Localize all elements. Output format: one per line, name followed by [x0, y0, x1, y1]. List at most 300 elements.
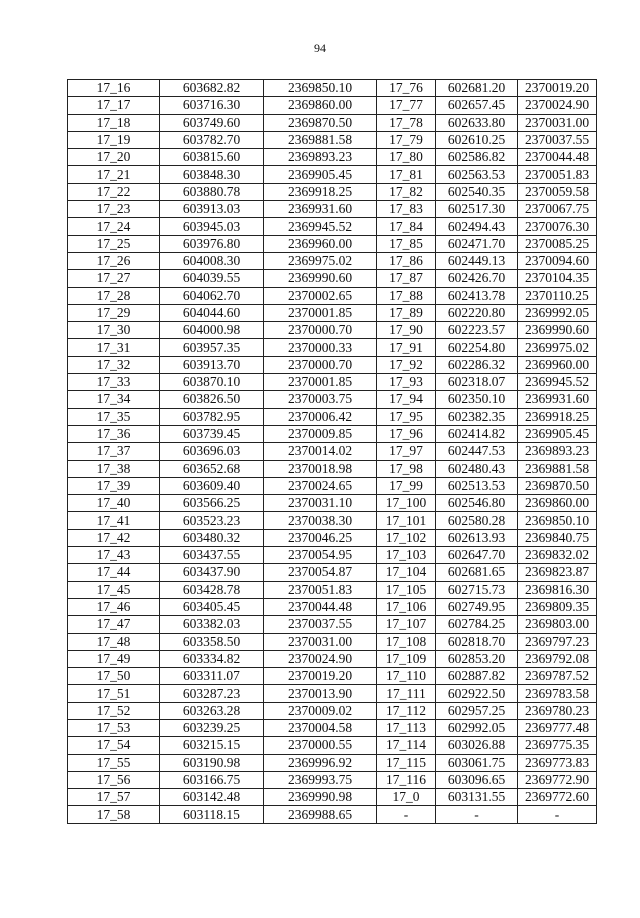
table-row [68, 737, 597, 754]
y-coordinate-cell: 2370037.55 [518, 131, 597, 148]
y-coordinate-cell: 2370067.75 [518, 201, 597, 218]
y-coordinate-cell: 2370013.90 [264, 685, 377, 702]
point-id-cell: 17_97 [377, 443, 436, 460]
y-coordinate-cell: 2370018.98 [264, 460, 377, 477]
x-coordinate-cell: 603190.98 [160, 754, 264, 771]
y-coordinate-cell: 2370009.02 [264, 702, 377, 719]
x-coordinate-cell: 603215.15 [160, 737, 264, 754]
x-coordinate-cell: 602413.78 [436, 287, 518, 304]
table-row [68, 754, 597, 771]
x-coordinate-cell: 602715.73 [436, 581, 518, 598]
point-id-cell: 17_80 [377, 149, 436, 166]
y-coordinate-cell: 2369990.98 [264, 789, 377, 806]
x-coordinate-cell: 603566.25 [160, 495, 264, 512]
x-coordinate-cell: 603957.35 [160, 339, 264, 356]
table-row [68, 374, 597, 391]
coordinates-table [67, 79, 597, 824]
point-id-cell: 17_18 [68, 114, 160, 131]
point-id-cell: 17_58 [68, 806, 160, 823]
x-coordinate-cell: 602613.93 [436, 529, 518, 546]
x-coordinate-cell: 603782.95 [160, 408, 264, 425]
table-row [68, 218, 597, 235]
point-id-cell: 17_0 [377, 789, 436, 806]
point-id-cell: 17_35 [68, 408, 160, 425]
point-id-cell: 17_111 [377, 685, 436, 702]
y-coordinate-cell: 2369772.60 [518, 789, 597, 806]
y-coordinate-cell: 2369881.58 [518, 460, 597, 477]
x-coordinate-cell: 603716.30 [160, 97, 264, 114]
table-row [68, 425, 597, 442]
y-coordinate-cell: 2370031.00 [264, 633, 377, 650]
table-row [68, 495, 597, 512]
table-row [68, 668, 597, 685]
point-id-cell: 17_36 [68, 425, 160, 442]
point-id-cell: 17_92 [377, 356, 436, 373]
x-coordinate-cell: 603739.45 [160, 425, 264, 442]
x-coordinate-cell: 604008.30 [160, 252, 264, 269]
x-coordinate-cell: 603311.07 [160, 668, 264, 685]
x-coordinate-cell: 603976.80 [160, 235, 264, 252]
point-id-cell: 17_23 [68, 201, 160, 218]
point-id-cell: 17_95 [377, 408, 436, 425]
y-coordinate-cell: 2369783.58 [518, 685, 597, 702]
x-coordinate-cell: 602657.45 [436, 97, 518, 114]
point-id-cell: 17_49 [68, 650, 160, 667]
point-id-cell: 17_38 [68, 460, 160, 477]
x-coordinate-cell: 602922.50 [436, 685, 518, 702]
x-coordinate-cell: 604062.70 [160, 287, 264, 304]
x-coordinate-cell: 603815.60 [160, 149, 264, 166]
x-coordinate-cell: 603358.50 [160, 633, 264, 650]
x-coordinate-cell: 602382.35 [436, 408, 518, 425]
y-coordinate-cell: 2370002.65 [264, 287, 377, 304]
point-id-cell: 17_114 [377, 737, 436, 754]
x-coordinate-cell: 603142.48 [160, 789, 264, 806]
y-coordinate-cell: 2370009.85 [264, 425, 377, 442]
table-row [68, 201, 597, 218]
y-coordinate-cell: 2369893.23 [264, 149, 377, 166]
y-coordinate-cell: 2370059.58 [518, 183, 597, 200]
x-coordinate-cell: 603061.75 [436, 754, 518, 771]
y-coordinate-cell: 2369787.52 [518, 668, 597, 685]
x-coordinate-cell: 603334.82 [160, 650, 264, 667]
point-id-cell: 17_83 [377, 201, 436, 218]
table-row [68, 771, 597, 788]
table-row [68, 183, 597, 200]
x-coordinate-cell: 602449.13 [436, 252, 518, 269]
point-id-cell: 17_81 [377, 166, 436, 183]
x-coordinate-cell: 602223.57 [436, 322, 518, 339]
point-id-cell: 17_82 [377, 183, 436, 200]
point-id-cell: 17_55 [68, 754, 160, 771]
y-coordinate-cell: 2369780.23 [518, 702, 597, 719]
x-coordinate-cell: 603026.88 [436, 737, 518, 754]
y-coordinate-cell: 2370094.60 [518, 252, 597, 269]
point-id-cell: 17_34 [68, 391, 160, 408]
y-coordinate-cell: 2369975.02 [264, 252, 377, 269]
y-coordinate-cell: 2370076.30 [518, 218, 597, 235]
point-id-cell: 17_90 [377, 322, 436, 339]
table-row [68, 97, 597, 114]
x-coordinate-cell: 602887.82 [436, 668, 518, 685]
y-coordinate-cell: 2369870.50 [264, 114, 377, 131]
table-row [68, 131, 597, 148]
table-row [68, 598, 597, 615]
point-id-cell: 17_32 [68, 356, 160, 373]
point-id-cell: 17_28 [68, 287, 160, 304]
y-coordinate-cell: 2369881.58 [264, 131, 377, 148]
point-id-cell: 17_88 [377, 287, 436, 304]
x-coordinate-cell: 603782.70 [160, 131, 264, 148]
y-coordinate-cell: 2369850.10 [264, 80, 377, 97]
point-id-cell: 17_30 [68, 322, 160, 339]
point-id-cell: 17_91 [377, 339, 436, 356]
point-id-cell: 17_94 [377, 391, 436, 408]
x-coordinate-cell: 602647.70 [436, 547, 518, 564]
x-coordinate-cell: 604039.55 [160, 270, 264, 287]
point-id-cell: 17_99 [377, 477, 436, 494]
y-coordinate-cell: 2370051.83 [518, 166, 597, 183]
point-id-cell: 17_33 [68, 374, 160, 391]
y-coordinate-cell: 2370000.70 [264, 322, 377, 339]
x-coordinate-cell: 603848.30 [160, 166, 264, 183]
point-id-cell: 17_110 [377, 668, 436, 685]
point-id-cell: 17_109 [377, 650, 436, 667]
point-id-cell: 17_47 [68, 616, 160, 633]
y-coordinate-cell: 2369850.10 [518, 512, 597, 529]
point-id-cell: 17_115 [377, 754, 436, 771]
y-coordinate-cell: 2370004.58 [264, 719, 377, 736]
x-coordinate-cell: 603263.28 [160, 702, 264, 719]
x-coordinate-cell: 603405.45 [160, 598, 264, 615]
table-row [68, 114, 597, 131]
coordinates-table-body [68, 80, 597, 824]
point-id-cell: 17_107 [377, 616, 436, 633]
x-coordinate-cell: 602480.43 [436, 460, 518, 477]
table-row [68, 304, 597, 321]
x-coordinate-cell: 602426.70 [436, 270, 518, 287]
point-id-cell: 17_108 [377, 633, 436, 650]
x-coordinate-cell: 603696.03 [160, 443, 264, 460]
point-id-cell: 17_46 [68, 598, 160, 615]
table-row [68, 616, 597, 633]
y-coordinate-cell: 2370044.48 [264, 598, 377, 615]
y-coordinate-cell: 2370000.55 [264, 737, 377, 754]
x-coordinate-cell: 603480.32 [160, 529, 264, 546]
x-coordinate-cell: 602447.53 [436, 443, 518, 460]
x-coordinate-cell: 603118.15 [160, 806, 264, 823]
x-coordinate-cell: 602957.25 [436, 702, 518, 719]
point-id-cell: 17_45 [68, 581, 160, 598]
table-row [68, 547, 597, 564]
y-coordinate-cell: 2369797.23 [518, 633, 597, 650]
y-coordinate-cell: 2370014.02 [264, 443, 377, 460]
x-coordinate-cell: 602610.25 [436, 131, 518, 148]
x-coordinate-cell: 602681.65 [436, 564, 518, 581]
y-coordinate-cell: 2369840.75 [518, 529, 597, 546]
x-coordinate-cell: 602254.80 [436, 339, 518, 356]
y-coordinate-cell: 2369905.45 [518, 425, 597, 442]
point-id-cell: 17_76 [377, 80, 436, 97]
y-coordinate-cell: 2370038.30 [264, 512, 377, 529]
table-row [68, 408, 597, 425]
x-coordinate-cell: 603382.03 [160, 616, 264, 633]
x-coordinate-cell: 602494.43 [436, 218, 518, 235]
x-coordinate-cell: 602471.70 [436, 235, 518, 252]
table-row [68, 806, 597, 823]
x-coordinate-cell: 603437.55 [160, 547, 264, 564]
y-coordinate-cell: 2370031.00 [518, 114, 597, 131]
point-id-cell: 17_96 [377, 425, 436, 442]
y-coordinate-cell: 2369918.25 [264, 183, 377, 200]
y-coordinate-cell: 2370024.90 [264, 650, 377, 667]
point-id-cell: 17_27 [68, 270, 160, 287]
table-row [68, 529, 597, 546]
y-coordinate-cell: 2369990.60 [518, 322, 597, 339]
x-coordinate-cell: 602350.10 [436, 391, 518, 408]
point-id-cell: 17_89 [377, 304, 436, 321]
x-coordinate-cell: 603880.78 [160, 183, 264, 200]
x-coordinate-cell: 602540.35 [436, 183, 518, 200]
point-id-cell: 17_102 [377, 529, 436, 546]
point-id-cell: 17_51 [68, 685, 160, 702]
point-id-cell: 17_40 [68, 495, 160, 512]
y-coordinate-cell: 2370054.87 [264, 564, 377, 581]
x-coordinate-cell: 603749.60 [160, 114, 264, 131]
table-row [68, 460, 597, 477]
point-id-cell: 17_116 [377, 771, 436, 788]
table-row [68, 356, 597, 373]
y-coordinate-cell: 2369918.25 [518, 408, 597, 425]
point-id-cell: 17_84 [377, 218, 436, 235]
table-row [68, 702, 597, 719]
point-id-cell: 17_57 [68, 789, 160, 806]
x-coordinate-cell: 603437.90 [160, 564, 264, 581]
table-row [68, 443, 597, 460]
x-coordinate-cell: 602580.28 [436, 512, 518, 529]
point-id-cell: 17_24 [68, 218, 160, 235]
x-coordinate-cell: 603652.68 [160, 460, 264, 477]
x-coordinate-cell: 602318.07 [436, 374, 518, 391]
y-coordinate-cell: 2370019.20 [518, 80, 597, 97]
x-coordinate-cell: 602681.20 [436, 80, 518, 97]
y-coordinate-cell: 2369893.23 [518, 443, 597, 460]
y-coordinate-cell: 2369773.83 [518, 754, 597, 771]
y-coordinate-cell: 2370001.85 [264, 304, 377, 321]
y-coordinate-cell: 2370051.83 [264, 581, 377, 598]
point-id-cell: 17_104 [377, 564, 436, 581]
point-id-cell: 17_93 [377, 374, 436, 391]
x-coordinate-cell: 603523.23 [160, 512, 264, 529]
point-id-cell: 17_98 [377, 460, 436, 477]
y-coordinate-cell: 2369992.05 [518, 304, 597, 321]
x-coordinate-cell: 602546.80 [436, 495, 518, 512]
x-coordinate-cell: 603428.78 [160, 581, 264, 598]
y-coordinate-cell: 2370000.70 [264, 356, 377, 373]
point-id-cell: 17_113 [377, 719, 436, 736]
y-coordinate-cell: 2370000.33 [264, 339, 377, 356]
x-coordinate-cell: - [436, 806, 518, 823]
table-row [68, 270, 597, 287]
y-coordinate-cell: 2369945.52 [264, 218, 377, 235]
x-coordinate-cell: 602992.05 [436, 719, 518, 736]
y-coordinate-cell: 2369960.00 [264, 235, 377, 252]
y-coordinate-cell: 2369772.90 [518, 771, 597, 788]
y-coordinate-cell: 2369823.87 [518, 564, 597, 581]
y-coordinate-cell: 2369931.60 [518, 391, 597, 408]
point-id-cell: 17_19 [68, 131, 160, 148]
y-coordinate-cell: 2369993.75 [264, 771, 377, 788]
table-row [68, 633, 597, 650]
y-coordinate-cell: 2370024.65 [264, 477, 377, 494]
point-id-cell: 17_112 [377, 702, 436, 719]
point-id-cell: 17_22 [68, 183, 160, 200]
page-number: 94 [314, 41, 326, 55]
x-coordinate-cell: 602563.53 [436, 166, 518, 183]
x-coordinate-cell: 603682.82 [160, 80, 264, 97]
y-coordinate-cell: 2369931.60 [264, 201, 377, 218]
y-coordinate-cell: - [518, 806, 597, 823]
table-row [68, 512, 597, 529]
point-id-cell: 17_25 [68, 235, 160, 252]
point-id-cell: 17_103 [377, 547, 436, 564]
table-row [68, 719, 597, 736]
table-row [68, 391, 597, 408]
x-coordinate-cell: 603826.50 [160, 391, 264, 408]
table-row [68, 80, 597, 97]
y-coordinate-cell: 2369975.02 [518, 339, 597, 356]
x-coordinate-cell: 602749.95 [436, 598, 518, 615]
y-coordinate-cell: 2369860.00 [518, 495, 597, 512]
point-id-cell: - [377, 806, 436, 823]
x-coordinate-cell: 603287.23 [160, 685, 264, 702]
point-id-cell: 17_50 [68, 668, 160, 685]
table-row [68, 322, 597, 339]
y-coordinate-cell: 2370046.25 [264, 529, 377, 546]
point-id-cell: 17_17 [68, 97, 160, 114]
x-coordinate-cell: 603239.25 [160, 719, 264, 736]
y-coordinate-cell: 2370054.95 [264, 547, 377, 564]
point-id-cell: 17_29 [68, 304, 160, 321]
x-coordinate-cell: 602633.80 [436, 114, 518, 131]
point-id-cell: 17_85 [377, 235, 436, 252]
y-coordinate-cell: 2369816.30 [518, 581, 597, 598]
point-id-cell: 17_100 [377, 495, 436, 512]
point-id-cell: 17_54 [68, 737, 160, 754]
x-coordinate-cell: 602286.32 [436, 356, 518, 373]
x-coordinate-cell: 602784.25 [436, 616, 518, 633]
table-row [68, 252, 597, 269]
x-coordinate-cell: 602513.53 [436, 477, 518, 494]
y-coordinate-cell: 2370019.20 [264, 668, 377, 685]
table-row [68, 477, 597, 494]
point-id-cell: 17_79 [377, 131, 436, 148]
y-coordinate-cell: 2370110.25 [518, 287, 597, 304]
x-coordinate-cell: 602818.70 [436, 633, 518, 650]
y-coordinate-cell: 2369792.08 [518, 650, 597, 667]
y-coordinate-cell: 2369996.92 [264, 754, 377, 771]
point-id-cell: 17_56 [68, 771, 160, 788]
point-id-cell: 17_21 [68, 166, 160, 183]
y-coordinate-cell: 2370003.75 [264, 391, 377, 408]
x-coordinate-cell: 604044.60 [160, 304, 264, 321]
table-row [68, 789, 597, 806]
table-row [68, 287, 597, 304]
x-coordinate-cell: 603913.70 [160, 356, 264, 373]
y-coordinate-cell: 2370024.90 [518, 97, 597, 114]
table-row [68, 166, 597, 183]
point-id-cell: 17_52 [68, 702, 160, 719]
x-coordinate-cell: 603945.03 [160, 218, 264, 235]
y-coordinate-cell: 2370104.35 [518, 270, 597, 287]
point-id-cell: 17_26 [68, 252, 160, 269]
y-coordinate-cell: 2369775.35 [518, 737, 597, 754]
point-id-cell: 17_101 [377, 512, 436, 529]
point-id-cell: 17_42 [68, 529, 160, 546]
point-id-cell: 17_87 [377, 270, 436, 287]
y-coordinate-cell: 2369777.48 [518, 719, 597, 736]
y-coordinate-cell: 2369870.50 [518, 477, 597, 494]
point-id-cell: 17_78 [377, 114, 436, 131]
x-coordinate-cell: 602853.20 [436, 650, 518, 667]
point-id-cell: 17_20 [68, 149, 160, 166]
y-coordinate-cell: 2369905.45 [264, 166, 377, 183]
x-coordinate-cell: 603609.40 [160, 477, 264, 494]
point-id-cell: 17_37 [68, 443, 160, 460]
y-coordinate-cell: 2369988.65 [264, 806, 377, 823]
y-coordinate-cell: 2369945.52 [518, 374, 597, 391]
y-coordinate-cell: 2370085.25 [518, 235, 597, 252]
y-coordinate-cell: 2369960.00 [518, 356, 597, 373]
point-id-cell: 17_39 [68, 477, 160, 494]
x-coordinate-cell: 603131.55 [436, 789, 518, 806]
table-row [68, 564, 597, 581]
table-row [68, 235, 597, 252]
x-coordinate-cell: 602517.30 [436, 201, 518, 218]
x-coordinate-cell: 603096.65 [436, 771, 518, 788]
point-id-cell: 17_44 [68, 564, 160, 581]
point-id-cell: 17_31 [68, 339, 160, 356]
y-coordinate-cell: 2370001.85 [264, 374, 377, 391]
point-id-cell: 17_41 [68, 512, 160, 529]
point-id-cell: 17_53 [68, 719, 160, 736]
point-id-cell: 17_105 [377, 581, 436, 598]
table-row [68, 650, 597, 667]
point-id-cell: 17_106 [377, 598, 436, 615]
y-coordinate-cell: 2369809.35 [518, 598, 597, 615]
x-coordinate-cell: 603870.10 [160, 374, 264, 391]
point-id-cell: 17_16 [68, 80, 160, 97]
point-id-cell: 17_77 [377, 97, 436, 114]
x-coordinate-cell: 602586.82 [436, 149, 518, 166]
y-coordinate-cell: 2369832.02 [518, 547, 597, 564]
point-id-cell: 17_43 [68, 547, 160, 564]
x-coordinate-cell: 602414.82 [436, 425, 518, 442]
x-coordinate-cell: 604000.98 [160, 322, 264, 339]
x-coordinate-cell: 602220.80 [436, 304, 518, 321]
table-row [68, 339, 597, 356]
y-coordinate-cell: 2369990.60 [264, 270, 377, 287]
x-coordinate-cell: 603166.75 [160, 771, 264, 788]
y-coordinate-cell: 2370037.55 [264, 616, 377, 633]
table-row [68, 685, 597, 702]
y-coordinate-cell: 2370006.42 [264, 408, 377, 425]
table-row [68, 149, 597, 166]
point-id-cell: 17_48 [68, 633, 160, 650]
y-coordinate-cell: 2370044.48 [518, 149, 597, 166]
y-coordinate-cell: 2369803.00 [518, 616, 597, 633]
point-id-cell: 17_86 [377, 252, 436, 269]
